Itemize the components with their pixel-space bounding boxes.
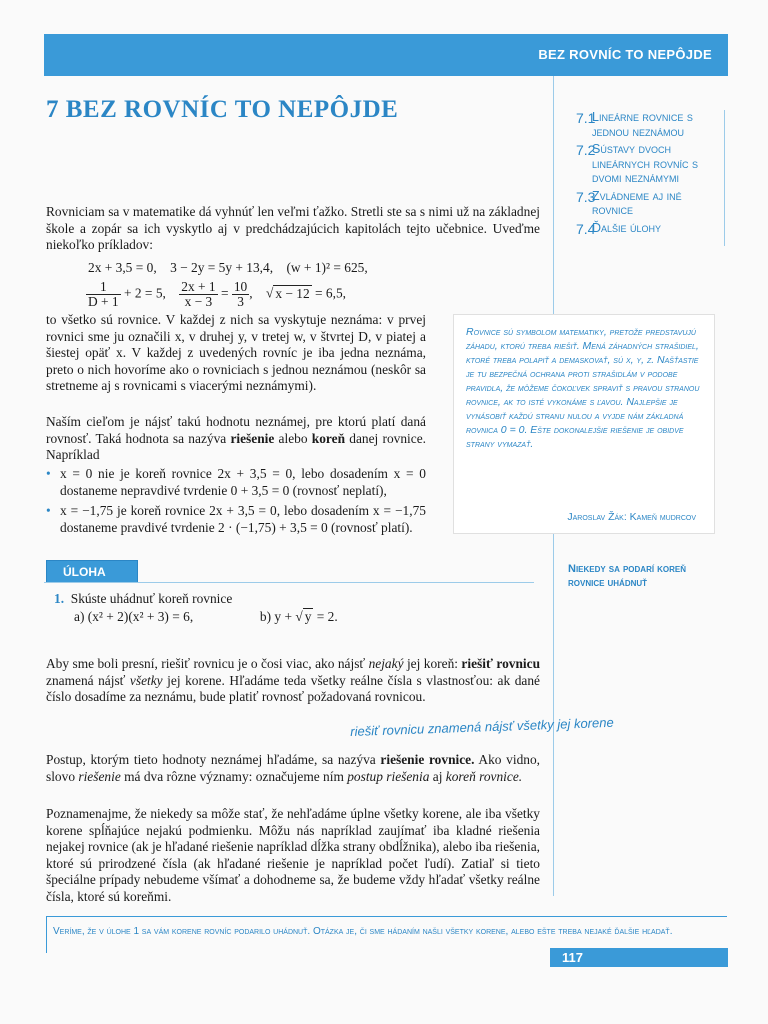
equation-part: + 2 = 5, xyxy=(120,285,166,301)
text: aj xyxy=(429,768,446,784)
quote-author: Jaroslav Žák: Kameň mudrcov xyxy=(567,511,696,523)
toc-label: Sústavy dvoch lineárnych rovníc s dvomi neznámymi xyxy=(592,142,698,185)
fraction xyxy=(179,280,217,309)
task-underline xyxy=(44,582,534,583)
section-header-bar xyxy=(44,34,728,76)
toc-num: 7.3 xyxy=(576,188,596,205)
text: má dva rôzne významy: označujeme ním xyxy=(120,768,348,784)
emphasis: nejaký xyxy=(368,656,404,671)
bullet-text: x = 0 nie je koreň rovnice 2x + 3,5 = 0, lebo dosadením x = 0 dostaneme nepravdivé tvrdenie 0 + 3,5 = 0 (rovnosť neplatí), xyxy=(60,466,426,498)
emphasis: riešenie xyxy=(78,768,121,784)
quote-box xyxy=(453,314,715,534)
denominator: 3 xyxy=(237,294,244,309)
toc-item[interactable] xyxy=(566,221,722,236)
text: danej rovnice. Napríklad xyxy=(46,430,426,462)
fraction xyxy=(232,280,249,309)
sqrt-symbol: √ xyxy=(265,285,274,301)
paragraph-unknowns: to všetko sú rovnice. V každej z nich sa vyskytuje neznáma: v prvej rovnici sme ju označili x, v druhej y, v tretej w, v štvrtej D, v piatej a šiestej opäť x. V každej z uvedených rovníc je iba jedna neznáma, preto o nich hovoríme ako o rovniciach s jednou neznámou (neskôr sa stretneme aj s rovnicami s viacerými neznámymi). xyxy=(46,312,426,393)
toc-num: 7.2 xyxy=(576,142,596,158)
list-item xyxy=(46,466,426,499)
paragraph-note: Poznamenajme, že niekedy sa môže stať, že nehľadáme úplne všetky korene, ale iba všetky korene spĺňajúce nejakú podmienku. Môžu nás napríklad zaujímať iba kladné riešenia nejakej rovnice (ak je hľadané riešenie napríklad dĺžka strany obdĺžnika), alebo iba riešenia, ktoré sú prirodzené čísla (ak hľadané riešenie je napríklad počet ľudí). Zatiaľ si tieto špeciálne prípady nebudeme všímať a dohodneme sa, že budeme vždy hľadať všetky reálne čísla, ktoré sú koreňmi. xyxy=(46,806,540,904)
bullet-text: x = −1,75 je koreň rovnice 2x + 3,5 = 0, lebo dosadením x = −1,75 dostaneme pravdivé tvrdenie 2 · (−1,75) + 3,5 = 0 (rovnosť platí). xyxy=(60,503,426,535)
quote-text: Rovnice sú symbolom matematiky, pretože predstavujú záhadu, ktorú treba riešiť. Mená záhadných strašidiel, ktoré treba polapiť a demaskovať, sú x, y, z. Našťastie je tu bezpečná ochrana proti strašidlám v podobe pravidla, že môžeme čokoľvek spraviť s pravou stranou rovnice, ak to isté vykonáme s ľavou. Najlepšie je vynásobiť každú stranu nulou a vyjde nám základná rovnica 0 = 0. Ešte dokonalejšie riešenie je obidve strany vymazať. xyxy=(466,326,700,450)
denominator: D + 1 xyxy=(88,294,119,309)
task-text: Skúste uhádnuť koreň rovnice xyxy=(70,591,233,606)
equation: (w + 1)² = 625, xyxy=(286,260,368,275)
page-number-bar xyxy=(550,948,728,967)
text: Naším cieľom je nájsť takú hodnotu neznámej, pre ktorú platí daná rovnosť. Taká hodnota sa nazýva xyxy=(46,414,426,446)
paragraph-solve xyxy=(46,656,540,706)
text: alebo xyxy=(274,430,312,446)
equation-part: = 2. xyxy=(313,609,338,624)
task-options xyxy=(54,608,534,625)
text: jej korene. Hľadáme teda všetky reálne čísla s vlastnosťou: ak dané číslo dosadíme za neznámu, bude platiť rovnosť požadovaná rovnicou. xyxy=(46,672,540,704)
equation: 2x + 3,5 = 0, xyxy=(88,260,157,275)
toc-divider xyxy=(724,110,725,246)
sqrt-content: y xyxy=(304,609,312,624)
equations-row-2 xyxy=(86,280,526,309)
fraction xyxy=(86,280,121,309)
toc-num: 7.4 xyxy=(576,220,596,237)
toc-label: Zvládneme aj iné rovnice xyxy=(592,188,682,217)
toc-item[interactable] xyxy=(566,142,722,186)
bullet-list xyxy=(46,466,426,536)
numerator: 10 xyxy=(233,279,248,294)
toc-label: Ďalšie úlohy xyxy=(592,220,662,235)
equation-part: b) y + xyxy=(259,609,296,624)
emphasis: postup riešenia xyxy=(347,768,430,784)
task-number: 1. xyxy=(54,591,65,606)
equation-part: , xyxy=(249,285,253,301)
numerator: 2x + 1 xyxy=(181,279,216,294)
term-riesenie: riešenie xyxy=(230,430,275,446)
chapter-title: 7 BEZ ROVNÍC TO NEPÔJDE xyxy=(46,96,399,123)
equation-part: = xyxy=(217,285,232,301)
toc-item[interactable] xyxy=(566,189,722,218)
toc-label: Lineárne rovnice s jednou neznámou xyxy=(592,110,693,139)
text: jej koreň: xyxy=(403,656,462,671)
page-number: 117 xyxy=(562,950,583,965)
paragraph-solution-term xyxy=(46,752,540,785)
section-header-title: BEZ ROVNÍC TO NEPÔJDE xyxy=(538,47,712,62)
text: znamená nájsť xyxy=(46,672,130,688)
sqrt-content: x − 12 xyxy=(275,285,310,301)
numerator: 1 xyxy=(86,280,121,295)
text: Aby sme boli presní, riešiť rovnicu je o čosi viac, ako nájsť xyxy=(46,656,369,671)
margin-note: Niekedy sa podarí koreň rovnice uhádnuť xyxy=(568,563,687,589)
task-option-a: a) (x² + 2)(x² + 3) = 6, xyxy=(74,609,194,624)
chapter-toc xyxy=(566,110,722,238)
task-question xyxy=(54,591,534,607)
sqrt-symbol: √ xyxy=(295,609,303,624)
toc-num: 7.1 xyxy=(576,110,596,126)
equation: 3 − 2y = 5y + 13,4, xyxy=(170,260,274,275)
equations-row-1 xyxy=(88,260,488,276)
intro-paragraph: Rovniciam sa v matematike dá vyhnúť len veľmi ťažko. Stretli ste sa s nimi už na základnej škole a zopár sa ich vyskytlo aj v predchádzajúcich kapitolách tejto učebnice. Uveďme niekoľko príkladov: xyxy=(46,204,540,252)
equation-part: = 6,5, xyxy=(311,285,347,301)
task-1 xyxy=(54,591,534,625)
task-label-box xyxy=(46,560,138,583)
task-option-b xyxy=(260,609,338,624)
term-koren: koreň xyxy=(311,430,346,446)
paragraph-root-definition xyxy=(46,414,426,464)
term-riesenie-rovnice: riešenie rovnice. xyxy=(380,752,475,767)
highlight-note: riešiť rovnicu znamená nájsť všetky jej korene xyxy=(350,714,614,739)
text: Ako vidno, slovo xyxy=(46,752,540,784)
bottom-note-text: Veríme, že v úlohe 1 sa vám korene rovníc podarilo uhádnuť. Otázka je, či sme hádaním našli všetky korene, alebo ešte treba nejaké ďalšie hľadať. xyxy=(53,926,673,937)
denominator: x − 3 xyxy=(184,294,213,309)
text: Postup, ktorým tieto hodnoty neznámej hľadáme, sa nazýva xyxy=(46,752,381,767)
toc-item[interactable] xyxy=(566,110,722,139)
term-riesit-rovnicu: riešiť rovnicu xyxy=(461,656,541,671)
bullet-icon: • xyxy=(46,503,51,518)
emphasis: koreň rovnice. xyxy=(445,768,523,784)
task-label: ÚLOHA xyxy=(63,565,106,579)
emphasis: všetky xyxy=(129,672,163,688)
bullet-icon: • xyxy=(46,466,51,481)
list-item xyxy=(46,503,426,536)
